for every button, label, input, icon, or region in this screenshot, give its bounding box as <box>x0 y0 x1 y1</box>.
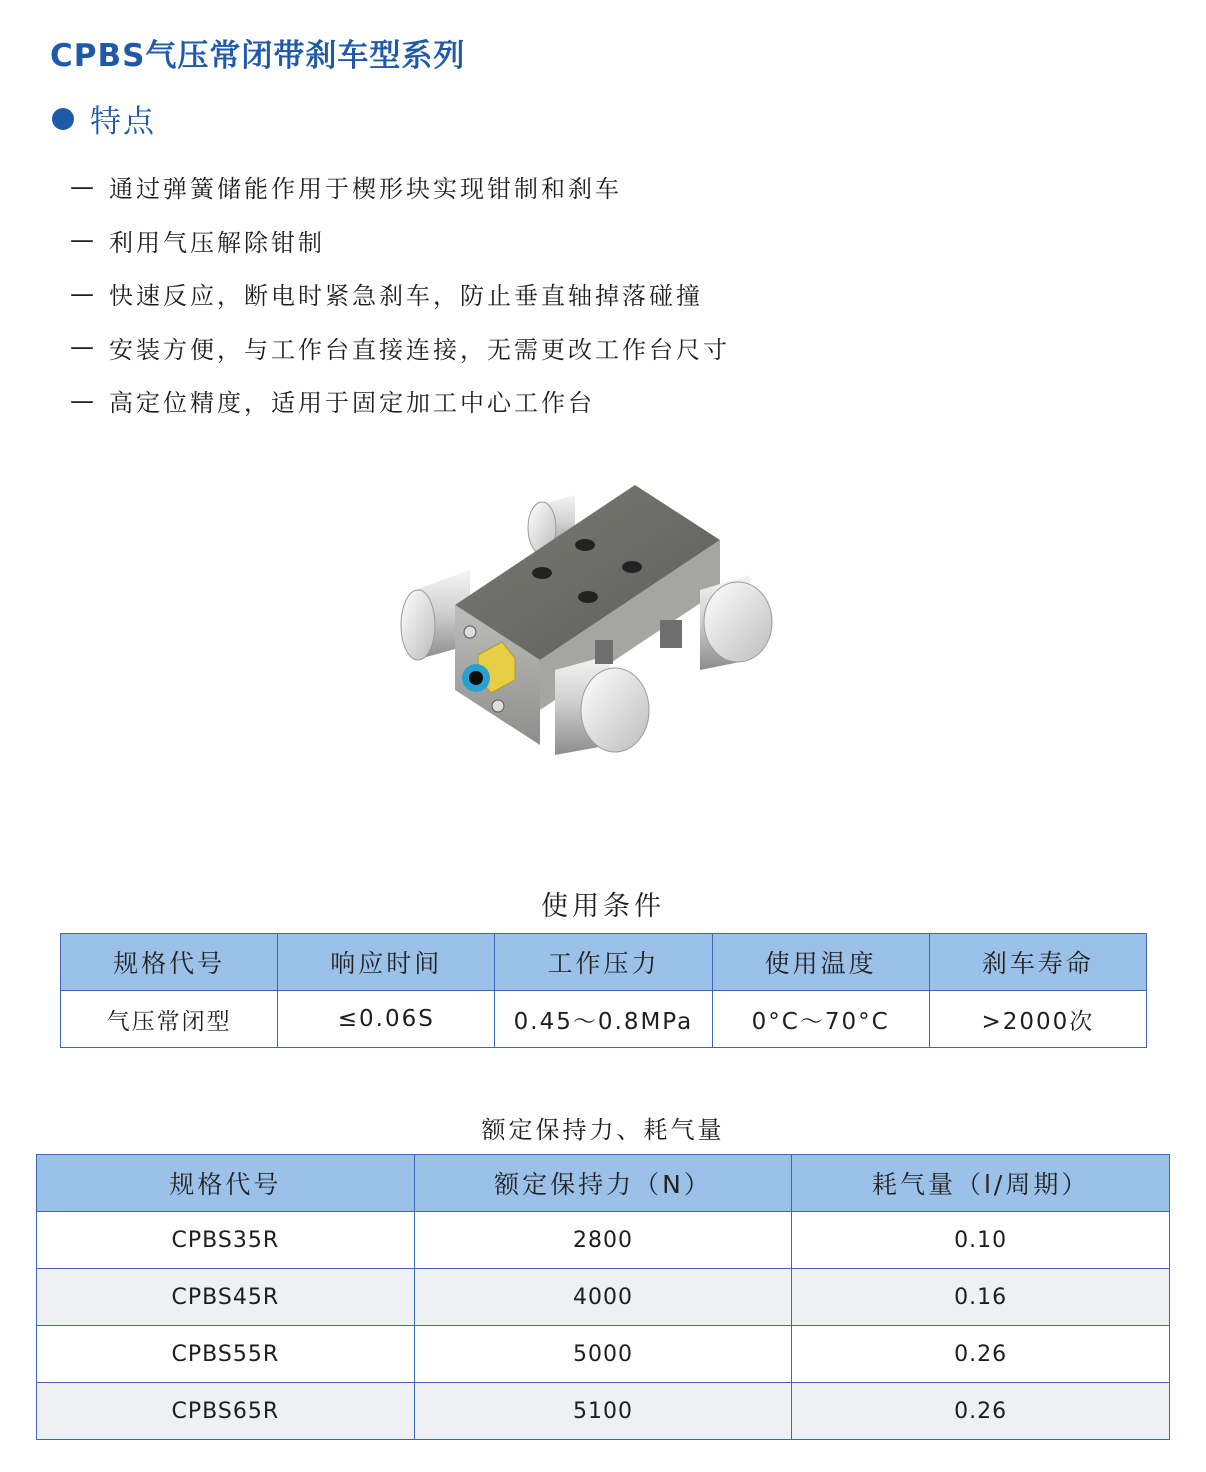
dash-icon: — <box>70 386 97 415</box>
table-cell: 2800 <box>414 1212 792 1269</box>
table-cell: 0.10 <box>792 1212 1170 1269</box>
feature-text: 安装方便，与工作台直接连接，无需更改工作台尺寸 <box>109 335 730 364</box>
holding-table <box>36 1154 1170 1440</box>
table-row <box>61 991 1147 1048</box>
bullet-dot-icon <box>52 108 74 130</box>
table-cell: CPBS55R <box>37 1326 415 1383</box>
table-cell: 气压常闭型 <box>61 991 278 1048</box>
table-cell: ≤0.06S <box>278 991 495 1048</box>
table-cell: CPBS45R <box>37 1269 415 1326</box>
section-title: 特点 <box>90 104 156 140</box>
feature-text: 利用气压解除钳制 <box>109 228 325 257</box>
feature-item <box>70 214 730 268</box>
feature-text: 通过弹簧储能作用于楔形块实现钳制和刹车 <box>109 175 622 204</box>
table-header-row <box>37 1155 1170 1212</box>
table-cell: CPBS35R <box>37 1212 415 1269</box>
page-title: CPBS气压常闭带刹车型系列 <box>50 38 466 74</box>
table-row <box>37 1326 1170 1383</box>
table-header: 规格代号 <box>37 1155 415 1212</box>
table-header: 规格代号 <box>61 934 278 991</box>
table-cell: 5100 <box>414 1383 792 1440</box>
feature-text: 高定位精度，适用于固定加工中心工作台 <box>109 389 595 418</box>
table-header: 使用温度 <box>712 934 929 991</box>
table-header-row <box>61 934 1147 991</box>
dash-icon: — <box>70 226 97 255</box>
table-cell: 0.45～0.8MPa <box>495 991 712 1048</box>
table-row <box>37 1269 1170 1326</box>
table-header: 刹车寿命 <box>929 934 1146 991</box>
product-image <box>390 470 790 770</box>
table-row <box>37 1383 1170 1440</box>
table-row <box>37 1212 1170 1269</box>
feature-item <box>70 374 730 428</box>
dash-icon: — <box>70 172 97 201</box>
table-cell: 4000 <box>414 1269 792 1326</box>
table-header: 工作压力 <box>495 934 712 991</box>
table-header: 响应时间 <box>278 934 495 991</box>
table-cell: 5000 <box>414 1326 792 1383</box>
table-header: 额定保持力（N） <box>414 1155 792 1212</box>
section-header <box>52 96 156 141</box>
table-cell: 0.26 <box>792 1326 1170 1383</box>
table-header: 耗气量（l/周期） <box>792 1155 1170 1212</box>
table-cell: >2000次 <box>929 991 1146 1048</box>
feature-list <box>70 160 730 428</box>
table-cell: 0°C～70°C <box>712 991 929 1048</box>
table-cell: CPBS65R <box>37 1383 415 1440</box>
feature-item <box>70 160 730 214</box>
table-cell: 0.26 <box>792 1383 1170 1440</box>
dash-icon: — <box>70 333 97 362</box>
table-cell: 0.16 <box>792 1269 1170 1326</box>
conditions-table <box>60 933 1147 1048</box>
feature-text: 快速反应，断电时紧急刹车，防止垂直轴掉落碰撞 <box>109 282 703 311</box>
conditions-caption: 使用条件 <box>541 891 665 922</box>
holding-caption: 额定保持力、耗气量 <box>481 1116 725 1144</box>
feature-item <box>70 267 730 321</box>
dash-icon: — <box>70 279 97 308</box>
feature-item <box>70 321 730 375</box>
